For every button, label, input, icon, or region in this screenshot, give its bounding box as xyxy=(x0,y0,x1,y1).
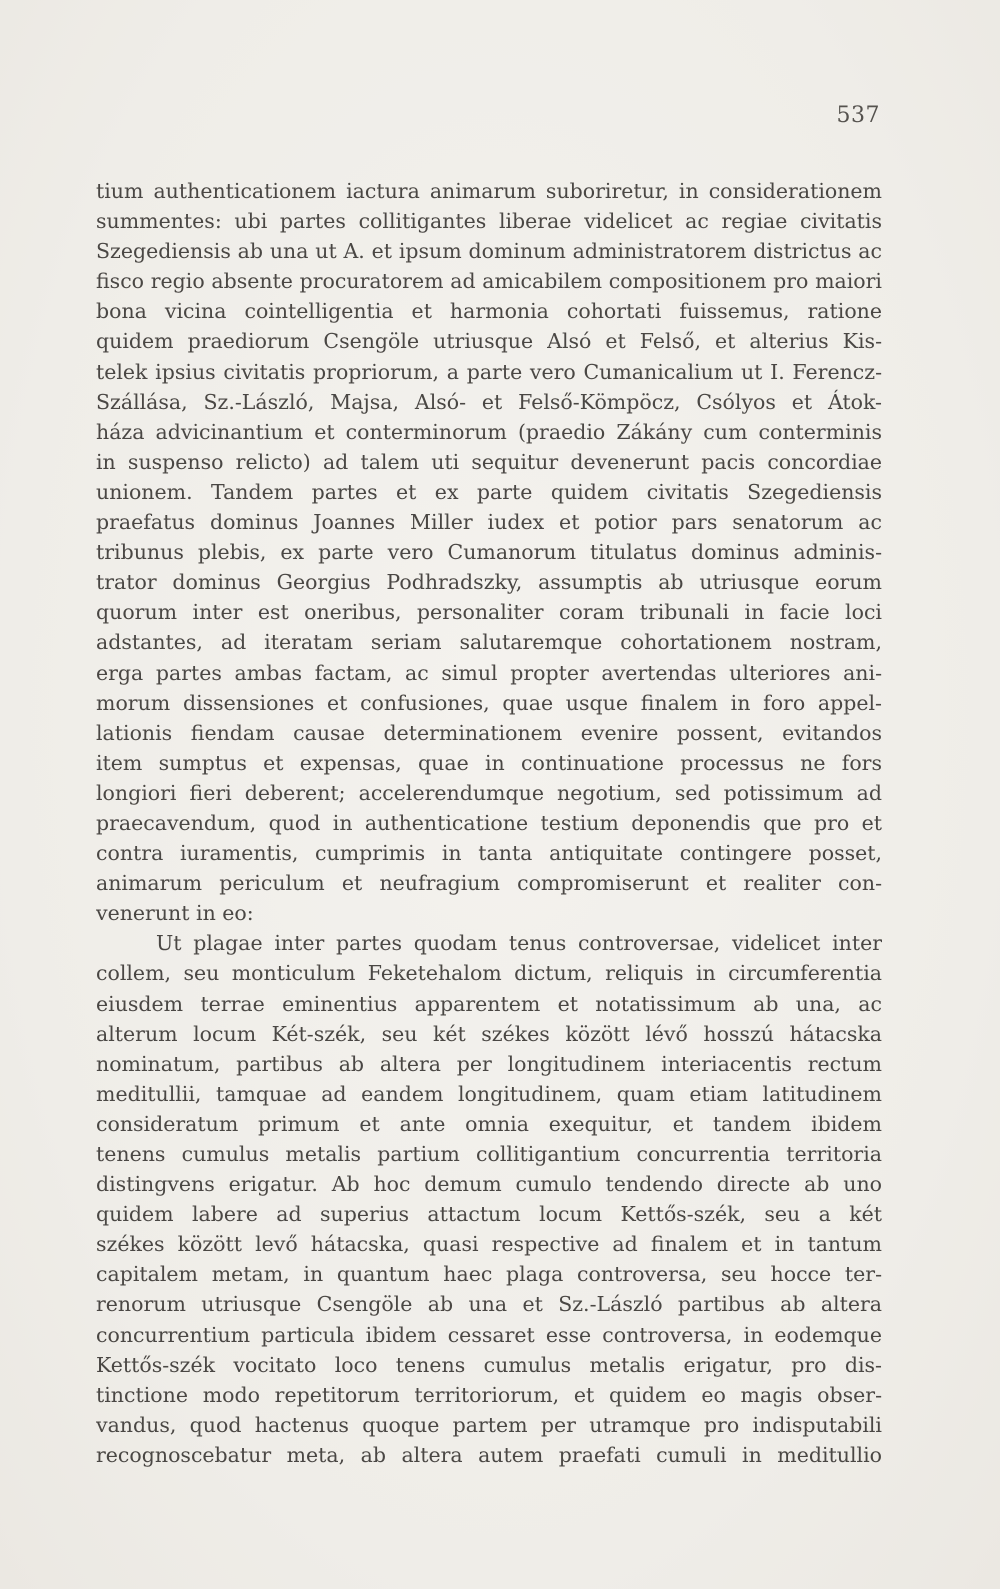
text-line: alterum locum Két-szék, seu két székes között lévő hosszú hátacska xyxy=(96,1021,882,1046)
text-line: lationis fiendam causae determinationem evenire possent, evitandos xyxy=(96,720,882,745)
text-line: collem, seu monticulum Feketehalom dictum, reliquis in circumferentia xyxy=(96,961,882,986)
text-line: tenens cumulus metalis partium collitigantium concurrentia territoria xyxy=(96,1142,882,1166)
text-line: morum dissensiones et confusiones, quae usque finalem in foro appel- xyxy=(96,690,882,715)
text-line: Ut plagae inter partes quodam tenus controversae, videlicet inter xyxy=(156,931,882,956)
text-line: recognoscebatur meta, ab altera autem praefati cumuli in meditullio xyxy=(96,1442,882,1467)
text-line: unionem. Tandem partes et ex parte quidem civitatis Szegediensis xyxy=(96,479,882,504)
text-line: contra iuramentis, cumprimis in tanta antiquitate contingere posset, xyxy=(96,841,882,866)
text-line: bona vicina cointelligentia et harmonia cohortati fuissemus, ratione xyxy=(96,299,882,324)
text-line: quidem labere ad superius attactum locum Kettős-szék, seu a két xyxy=(96,1202,882,1227)
text-line: telek ipsius civitatis propriorum, a parte vero Cumanicalium ut I. Ferencz- xyxy=(96,359,882,384)
text-line: renorum utriusque Csengöle ab una et Sz.-László partibus ab altera xyxy=(96,1292,882,1317)
text-line: capitalem metam, in quantum haec plaga controversa, seu hocce ter- xyxy=(96,1262,882,1287)
text-line: székes között levő hátacska, quasi respective ad finalem et in tantum xyxy=(96,1232,882,1257)
text-line: Szegediensis ab una ut A. et ipsum dominum administratorem districtus ac xyxy=(96,239,882,264)
body-text xyxy=(96,176,882,1470)
text-line: adstantes, ad iteratam seriam salutaremque cohortationem nostram, xyxy=(96,630,882,655)
text-line: concurrentium particula ibidem cessaret esse controversa, in eodemque xyxy=(96,1322,882,1347)
text-line: tinctione modo repetitorum territoriorum, et quidem eo magis obser- xyxy=(96,1382,882,1407)
text-line: animarum periculum et neufragium compromiserunt et realiter con- xyxy=(96,871,882,896)
text-line: quidem praediorum Csengöle utriusque Alsó et Felső, et alterius Kis- xyxy=(96,329,882,354)
text-line: quorum inter est oneribus, personaliter coram tribunali in facie loci xyxy=(96,600,882,625)
text-line: praecavendum, quod in authenticatione testium deponendis que pro et xyxy=(96,810,882,835)
text-line: nominatum, partibus ab altera per longitudinem interiacentis rectum xyxy=(96,1051,882,1076)
text-line: vandus, quod hactenus quoque partem per utramque pro indisputabili xyxy=(96,1412,882,1437)
text-line: tium authenticationem iactura animarum suboriretur, in considerationem xyxy=(96,179,882,203)
text-line: praefatus dominus Joannes Miller iudex et potior pars senatorum ac xyxy=(96,510,882,535)
text-line: consideratum primum et ante omnia exequitur, et tandem ibidem xyxy=(96,1111,882,1136)
text-line: Kettős-szék vocitato loco tenens cumulus metalis erigatur, pro dis- xyxy=(96,1352,882,1377)
text-line: venerunt in eo: xyxy=(96,901,254,926)
text-line: trator dominus Georgius Podhradszky, assumptis ab utriusque eorum xyxy=(96,570,882,595)
text-line: Szállása, Sz.-László, Majsa, Alsó- et Felső-Kömpöcz, Csólyos et Átok- xyxy=(96,389,882,414)
text-line: háza advicinantium et conterminorum (praedio Zákány cum conterminis xyxy=(96,419,882,444)
text-line: fisco regio absente procuratorem ad amicabilem compositionem pro maiori xyxy=(96,269,882,294)
text-line: tribunus plebis, ex parte vero Cumanorum titulatus dominus adminis- xyxy=(96,540,882,565)
text-line: summentes: ubi partes collitigantes liberae videlicet ac regiae civitatis xyxy=(96,209,882,234)
text-line: erga partes ambas factam, ac simul propter avertendas ulteriores ani- xyxy=(96,660,882,685)
text-line: meditullii, tamquae ad eandem longitudinem, quam etiam latitudinem xyxy=(96,1081,882,1106)
text-line: in suspenso relicto) ad talem uti sequitur devenerunt pacis concordiae xyxy=(96,449,882,474)
text-line: item sumptus et expensas, quae in continuatione processus ne fors xyxy=(96,750,882,775)
text-line: distingvens erigatur. Ab hoc demum cumulo tendendo directe ab uno xyxy=(96,1172,882,1197)
text-line: longiori fieri deberent; accelerendumque negotium, sed potissimum ad xyxy=(96,780,882,805)
text-line: eiusdem terrae eminentius apparentem et notatissimum ab una, ac xyxy=(96,991,882,1016)
page-number: 537 xyxy=(836,103,880,128)
